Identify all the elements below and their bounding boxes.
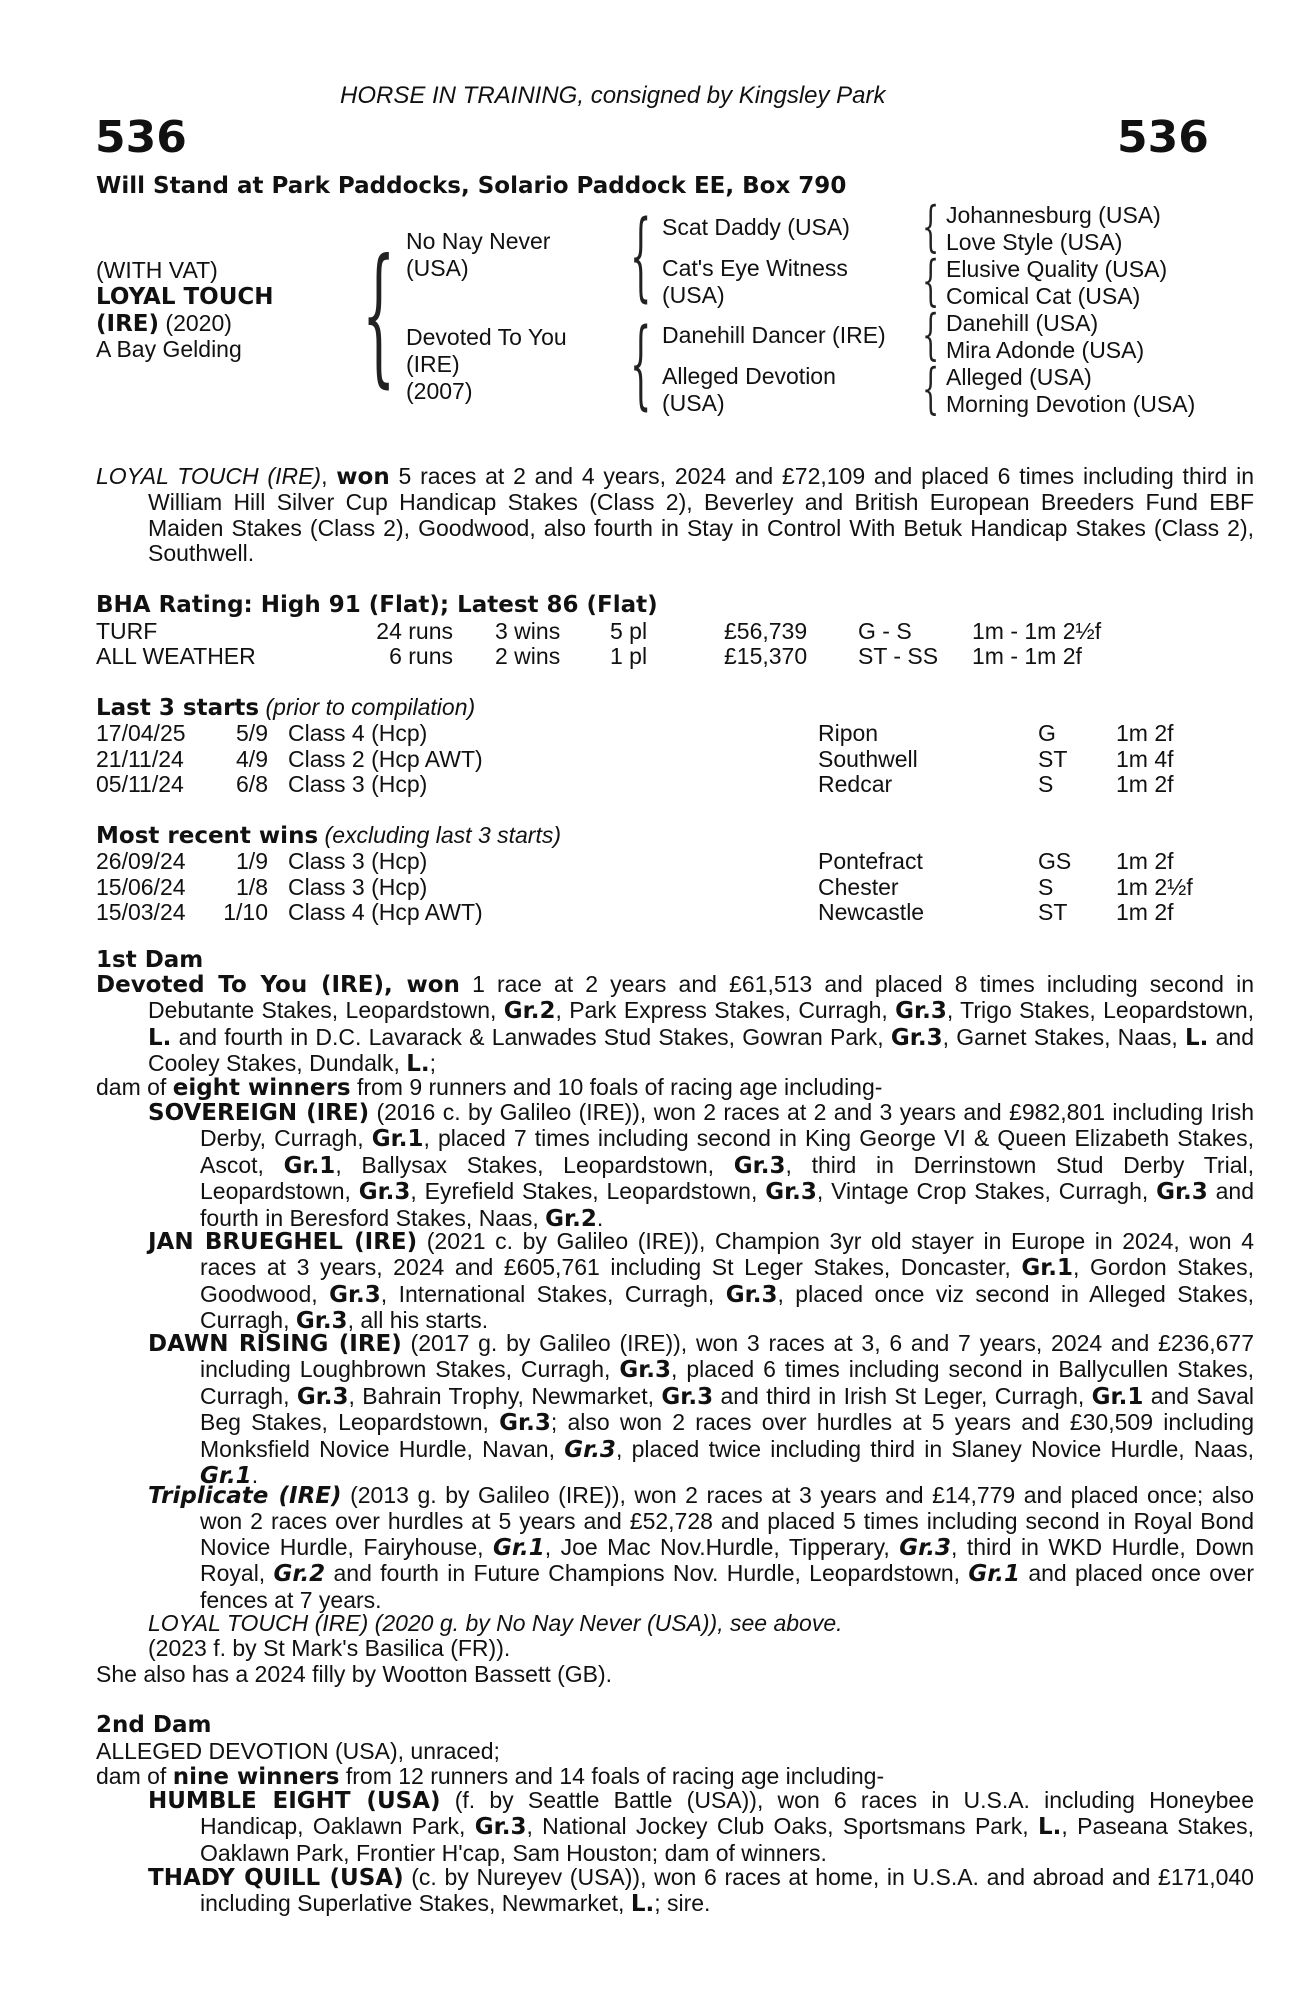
produce-text: and placed once over fences at 7 years. xyxy=(200,1560,1254,1613)
vat-note: (WITH VAT) xyxy=(96,257,218,283)
last3-going: ST xyxy=(1038,745,1068,772)
last3-course: Redcar xyxy=(818,771,893,797)
rating-wins: 3 wins xyxy=(495,618,561,644)
produce-entry xyxy=(148,1865,1254,1918)
last3-race: Class 3 (Hcp) xyxy=(288,771,428,797)
recent-row xyxy=(96,874,1226,900)
rating-distance: 1m - 1m 2f xyxy=(972,643,1082,669)
horse-name-line xyxy=(96,283,274,310)
produce-text: and third in Irish St Leger, Curragh, xyxy=(713,1382,1092,1409)
last3-race: Class 2 (Hcp AWT) xyxy=(288,745,483,772)
summary-text: 5 races at 2 and 4 years, 2024 and £72,109 and placed 6 times including third in William Hill Silver Cup Handicap Stakes (Class 2), Beverley and British European Breeders Fund EBF Maiden Stakes (Class 2), Goodwood, also fourth in Stay in Control With Betuk Handicap Stakes (Class 2), Southwell. xyxy=(148,463,1254,567)
last3-course: Southwell xyxy=(818,745,918,772)
recent-course: Chester xyxy=(818,873,899,900)
produce-name: THADY QUILL (USA) xyxy=(148,1865,404,1891)
produce-name: HUMBLE EIGHT (USA) xyxy=(148,1788,441,1814)
produce-text: and Saval Beg Stakes, Leopardstown, xyxy=(200,1382,1254,1436)
produce-text: , placed 6 times including second in Ballycullen Stakes, Curragh, xyxy=(200,1356,1254,1409)
recent-date: 15/03/24 xyxy=(96,899,186,925)
last3-date: 17/04/25 xyxy=(96,720,186,746)
produce-name: DAWN RISING (IRE) xyxy=(148,1331,402,1357)
pedigree-g3: Elusive Quality (USA) xyxy=(946,256,1168,282)
produce-text: ; also won 2 races over hurdles at 5 years and £30,509 including Monksfield Novice Hurdle, Navan, xyxy=(200,1409,1254,1462)
last3-going: S xyxy=(1038,771,1054,797)
produce-text: , Paseana Stakes, Oaklawn Park, Frontier H'cap, Sam Houston; dam of winners. xyxy=(200,1813,1254,1866)
last3-date: 05/11/24 xyxy=(96,771,184,797)
grade-label: Gr.3 xyxy=(564,1436,616,1463)
rating-runs: 24 runs xyxy=(376,618,453,644)
last3-row xyxy=(96,720,1226,746)
race-summary: LOYAL TOUCH (IRE), won 5 races at 2 and 4 years, 2024 and £72,109 and placed 6 times including third in William Hill Silver Cup Handicap Stakes (Class 2), Beverley and British European Breeders Fund EBF Maiden Stakes (Class 2), Goodwood, also fourth in Stay in Control With Betuk Handicap Stakes (Class 2), Southwell. xyxy=(96,463,1254,567)
last3-position: 4/9 xyxy=(236,745,268,772)
pedigree-brace-g1: { xyxy=(922,195,940,258)
produce-text: and fourth in Beresford Stakes, Naas, xyxy=(200,1178,1254,1231)
recent-going: S xyxy=(1038,873,1054,900)
last3-position: 6/8 xyxy=(236,771,268,797)
produce-text: (2016 c. by Galileo (IRE)), won 2 races at 2 and 3 years and £982,801 including Irish Derby, Curragh, xyxy=(200,1099,1254,1152)
grade-label: Gr.1 xyxy=(200,1463,252,1490)
lot-number-left: 536 xyxy=(95,112,187,163)
rating-runs: 6 runs xyxy=(389,643,453,669)
grade-label: Gr.1 xyxy=(371,1126,424,1153)
rating-placed: 5 pl xyxy=(610,618,648,644)
dam1-record: Devoted To You (IRE), won 1 race at 2 years and £61,513 and placed 8 times including second in Debutante Stakes, Leopardstown, Gr.2, Park Express Stakes, Curragh, Gr.3, Trigo Stakes, Leopardstown, L. and fourth in D.C. Lavarack & Lanwades Stud Stakes, Gowran Park, Gr.3, Garnet Stakes, Naas, L. and Cooley Stakes, Dundalk, L.; xyxy=(96,971,1255,1078)
recent-race: Class 3 (Hcp) xyxy=(288,848,428,874)
pedigree-brace-g4: { xyxy=(922,357,940,420)
dam-dam: Alleged Devotion (USA) xyxy=(662,363,836,416)
recent-row xyxy=(96,848,1226,874)
rating-going: ST - SS xyxy=(858,643,939,669)
rating-prize: £56,739 xyxy=(724,618,808,644)
grade-label: Gr.3 xyxy=(296,1383,349,1410)
produce-name: JAN BRUEGHEL (IRE) xyxy=(148,1229,418,1255)
produce-text: , placed twice including third in Slaney Novice Hurdle, Naas, xyxy=(615,1435,1254,1462)
last3-title: Last 3 starts (prior to compilation) xyxy=(96,694,476,721)
horse-year: (2020) xyxy=(165,310,232,336)
produce-entry xyxy=(148,1788,1254,1866)
dam-name: Devoted To You (IRE) (2007) xyxy=(406,324,567,404)
produce-text: (2017 g. by Galileo (IRE)), won 3 races at 3, 6 and 7 years, 2024 and £236,677 including Loughbrown Stakes, Curragh, xyxy=(200,1330,1254,1383)
produce-text: (2013 g. by Galileo (IRE)), won 2 races at 3 years and £14,779 and placed once; also won 2 races over hurdles at 5 years and £52,728 and placed 5 times including second in Royal Bond Novice Hurdle, Fairyhouse, xyxy=(200,1482,1254,1560)
produce-name: SOVEREIGN (IRE) xyxy=(148,1100,370,1126)
recent-distance: 1m 2½f xyxy=(1116,873,1193,900)
grade-label: Gr.2 xyxy=(273,1561,326,1588)
horse-country: (IRE) xyxy=(96,311,160,337)
recent-course: Pontefract xyxy=(818,848,923,874)
grade-label: Gr.1 xyxy=(1091,1383,1144,1410)
grade-label: Gr.1 xyxy=(493,1534,545,1561)
produce-text: and fourth in Future Champions Nov. Hurdle, Leopardstown, xyxy=(325,1560,969,1587)
produce-text: . xyxy=(251,1462,259,1489)
produce-text: ; sire. xyxy=(654,1890,711,1917)
produce-text: , National Jockey Club Oaks, Sportsmans Park, xyxy=(526,1813,1038,1840)
last3-distance: 1m 2f xyxy=(1116,720,1174,746)
rating-row xyxy=(96,643,1226,669)
recent-title: Most recent wins (excluding last 3 starts) xyxy=(96,822,562,849)
grade-label: Gr.3 xyxy=(295,1308,348,1335)
pedigree-g6: Mira Adonde (USA) xyxy=(946,337,1145,363)
produce-text: , Ballysax Stakes, Leopardstown, xyxy=(335,1151,734,1178)
last3-position: 5/9 xyxy=(236,720,268,746)
recent-race: Class 4 (Hcp AWT) xyxy=(288,899,483,925)
dam1-dam-of: dam of eight winners from 9 runners and 10 foals of racing age including- xyxy=(96,1074,883,1101)
recent-date: 15/06/24 xyxy=(96,873,186,900)
produce-text: , Gordon Stakes, Goodwood, xyxy=(200,1254,1254,1307)
grade-label: Gr.3 xyxy=(765,1179,817,1206)
stand-location: Will Stand at Park Paddocks, Solario Paddock EE, Box 790 xyxy=(96,173,847,199)
grade-label: Gr.1 xyxy=(283,1152,336,1179)
produce-name: Triplicate (IRE) xyxy=(148,1483,342,1509)
pedigree-g7: Alleged (USA) xyxy=(946,364,1092,390)
grade-label: L. xyxy=(630,1891,655,1918)
dam2-line1: ALLEGED DEVOTION (USA), unraced; xyxy=(96,1738,500,1764)
produce-entry xyxy=(148,1331,1254,1489)
dam2-dam-of: dam of nine winners from 12 runners and 14 foals of racing age including- xyxy=(96,1763,885,1790)
rating-going: G - S xyxy=(858,618,912,644)
sire-name: No Nay Never (USA) xyxy=(406,228,551,281)
bha-rating-title: BHA Rating: High 91 (Flat); Latest 86 (Flat) xyxy=(96,592,658,618)
grade-label: Gr.3 xyxy=(619,1357,672,1384)
rating-surface: TURF xyxy=(96,618,158,644)
horse-description: A Bay Gelding xyxy=(96,336,242,362)
lot-number-right: 536 xyxy=(1117,112,1209,163)
dam1-2023-foal: (2023 f. by St Mark's Basilica (FR)). xyxy=(148,1635,511,1661)
grade-label: Gr.3 xyxy=(1156,1179,1208,1206)
recent-distance: 1m 2f xyxy=(1116,848,1174,874)
produce-text: , Bahrain Trophy, Newmarket, xyxy=(348,1382,662,1409)
pedigree-g4: Comical Cat (USA) xyxy=(946,283,1141,309)
pedigree-g2: Love Style (USA) xyxy=(946,229,1123,255)
horse-country-year xyxy=(96,310,232,337)
recent-course: Newcastle xyxy=(818,899,925,925)
produce-text: , Vintage Crop Stakes, Curragh, xyxy=(816,1178,1157,1205)
pedigree-brace-main: { xyxy=(362,228,396,402)
grade-label: Gr.3 xyxy=(899,1534,951,1561)
grade-label: L. xyxy=(1038,1814,1062,1841)
grade-label: Gr.3 xyxy=(358,1179,411,1206)
pedigree-brace-sire: { xyxy=(630,200,652,312)
summary-horse-name: LOYAL TOUCH (IRE) xyxy=(96,463,322,489)
rating-wins: 2 wins xyxy=(495,643,561,669)
consignment-line: HORSE IN TRAINING, consigned by Kingsley Park xyxy=(340,82,886,109)
produce-entry xyxy=(148,1483,1254,1613)
last3-race: Class 4 (Hcp) xyxy=(288,720,428,746)
recent-going: ST xyxy=(1038,899,1068,925)
produce-text: . xyxy=(596,1204,604,1231)
rating-placed: 1 pl xyxy=(610,643,648,669)
recent-row xyxy=(96,899,1226,925)
pedigree-g1: Johannesburg (USA) xyxy=(946,202,1161,228)
recent-race: Class 3 (Hcp) xyxy=(288,873,428,900)
last3-row xyxy=(96,771,1226,797)
produce-text: , third in WKD Hurdle, Down Royal, xyxy=(200,1533,1254,1587)
grade-label: Gr.3 xyxy=(733,1152,786,1179)
grade-label: Gr.3 xyxy=(474,1814,527,1841)
summary-won: won xyxy=(336,464,390,490)
produce-text: , all his starts. xyxy=(347,1307,489,1334)
sire-dam: Cat's Eye Witness (USA) xyxy=(662,255,848,308)
produce-text: (c. by Nureyev (USA)), won 6 races at home, in U.S.A. and abroad and £171,040 including Superlative Stakes, Newmarket, xyxy=(200,1864,1254,1917)
produce-text: , placed once viz second in Alleged Stakes, Curragh, xyxy=(200,1280,1254,1334)
recent-position: 1/9 xyxy=(236,848,268,874)
produce-entry xyxy=(148,1100,1254,1232)
rating-prize: £15,370 xyxy=(724,643,808,669)
grade-label: Gr.3 xyxy=(499,1410,551,1437)
produce-text: , Eyrefield Stakes, Leopardstown, xyxy=(410,1178,766,1205)
produce-entry xyxy=(148,1229,1254,1335)
dam1-loyal-touch: LOYAL TOUCH (IRE) (2020 g. by No Nay Never (USA)), see above. xyxy=(148,1610,843,1636)
dam2-title: 2nd Dam xyxy=(96,1712,212,1738)
pedigree-brace-g3: { xyxy=(922,303,940,366)
produce-text: , Joe Mac Nov.Hurdle, Tipperary, xyxy=(544,1533,900,1560)
grade-label: Gr.3 xyxy=(725,1281,778,1308)
grade-label: Gr.2 xyxy=(545,1205,597,1232)
recent-position: 1/10 xyxy=(223,899,268,925)
produce-text: (2021 c. by Galileo (IRE)), Champion 3yr old stayer in Europe in 2024, won 4 races at 3 years, 2024 and £605,761 including St Leger Stakes, Doncaster, xyxy=(200,1228,1254,1281)
grade-label: Gr.1 xyxy=(1021,1255,1074,1282)
produce-text: , International Stakes, Curragh, xyxy=(380,1280,726,1307)
rating-surface: ALL WEATHER xyxy=(96,643,256,669)
horse-name: LOYAL TOUCH xyxy=(96,284,274,310)
last3-going: G xyxy=(1038,720,1056,746)
recent-distance: 1m 2f xyxy=(1116,899,1174,925)
pedigree-g8: Morning Devotion (USA) xyxy=(946,391,1196,417)
last3-distance: 1m 2f xyxy=(1116,771,1174,797)
dam-sire: Danehill Dancer (IRE) xyxy=(662,322,886,348)
last3-course: Ripon xyxy=(818,720,879,746)
pedigree-brace-dam: { xyxy=(630,308,652,420)
pedigree-brace-g2: { xyxy=(922,249,940,312)
last3-row xyxy=(96,746,1226,772)
grade-label: Gr.1 xyxy=(968,1561,1021,1588)
sire-sire: Scat Daddy (USA) xyxy=(662,214,850,240)
pedigree-g5: Danehill (USA) xyxy=(946,310,1099,336)
produce-text: , third in Derrinstown Stud Derby Trial, Leopardstown, xyxy=(200,1151,1254,1205)
last3-distance: 1m 4f xyxy=(1116,745,1174,772)
grade-label: Gr.3 xyxy=(661,1383,714,1410)
dam1-title: 1st Dam xyxy=(96,947,204,973)
dam1-2024-filly: She also has a 2024 filly by Wootton Bassett (GB). xyxy=(96,1661,613,1687)
produce-text: , placed 7 times including second in King George VI & Queen Elizabeth Stakes, Ascot, xyxy=(200,1125,1254,1178)
grade-label: Gr.3 xyxy=(329,1281,381,1308)
rating-distance: 1m - 1m 2½f xyxy=(972,618,1102,644)
recent-going: GS xyxy=(1038,848,1072,874)
last3-date: 21/11/24 xyxy=(96,745,184,772)
rating-row xyxy=(96,618,1226,644)
recent-date: 26/09/24 xyxy=(96,848,186,874)
recent-position: 1/8 xyxy=(236,873,268,900)
produce-text: (f. by Seattle Battle (USA)), won 6 races in U.S.A. including Honeybee Handicap, Oaklawn Park, xyxy=(200,1787,1254,1840)
